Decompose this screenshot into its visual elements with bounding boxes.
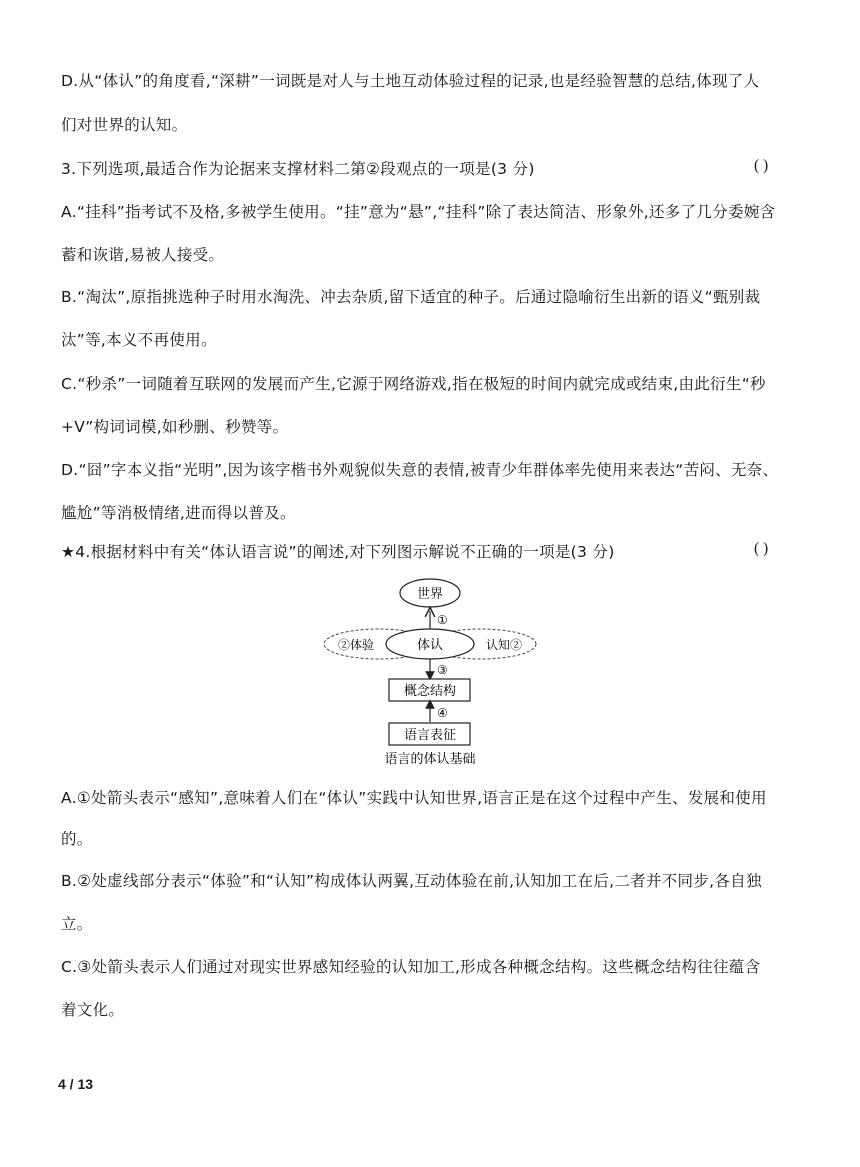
q3-option-b-line-1: B.“淘汰”,原指挑选种子时用水淘洗、冲去杂质,留下适宜的种子。后通过隐喻衍生出新的语义“甄别裁 bbox=[61, 288, 761, 306]
q3-option-d-line-2: 尴尬”等消极情绪,进而得以普及。 bbox=[61, 504, 296, 522]
q4-option-a-line-2: 的。 bbox=[61, 830, 93, 848]
embodiment-diagram bbox=[318, 572, 540, 772]
page-number: 4 / 13 bbox=[58, 1076, 94, 1092]
q4-option-c-line-2: 着文化。 bbox=[61, 1001, 125, 1019]
concept-label: 概念结构 bbox=[403, 684, 457, 699]
diagram-caption: 语言的体认基础 bbox=[384, 752, 476, 767]
q4-option-b-line-2: 立。 bbox=[61, 915, 93, 933]
q3-option-a-line-2: 蓄和诙谐,易被人接受。 bbox=[61, 246, 225, 264]
mark-1-label: ① bbox=[437, 613, 448, 627]
language-label: 语言表征 bbox=[403, 728, 457, 743]
q4-option-b-line-1: B.②处虚线部分表示“体验”和“认知”构成体认两翼,互动体验在前,认知加工在后,二者并不同步,各自独 bbox=[61, 872, 762, 890]
q3-option-a-line-1: A.“挂科”指考试不及格,多被学生使用。“挂”意为“悬”,“挂科”除了表达简洁、形象外,还多了几分委婉含 bbox=[61, 203, 776, 221]
q3-option-c-line-2: +V”构词词模,如秒删、秒赞等。 bbox=[61, 418, 289, 436]
q4-option-c-line-1: C.③处箭头表示人们通过对现实世界感知经验的认知加工,形成各种概念结构。这些概念结构往往蕴含 bbox=[61, 958, 761, 976]
answer-bracket-q4: ( ) bbox=[754, 540, 769, 557]
question-3-stem: 3.下列选项,最适合作为论据来支撑材料二第②段观点的一项是(3 分) bbox=[61, 160, 535, 178]
mark-3-label: ③ bbox=[437, 663, 448, 677]
world-label: 世界 bbox=[416, 587, 444, 602]
question-4-stem: ★4.根据材料中有关“体认语言说”的阐述,对下列图示解说不正确的一项是(3 分) bbox=[61, 543, 615, 561]
option-d-line-1: D.从“体认”的角度看,“深耕”一词既是对人与土地互动体验过程的记录,也是经验智慧的总结,体现了人 bbox=[61, 72, 760, 90]
answer-bracket-q3: ( ) bbox=[754, 157, 769, 174]
q3-option-b-line-2: 汰”等,本义不再使用。 bbox=[61, 331, 217, 349]
cognition-label: 认知② bbox=[485, 638, 523, 652]
q3-option-d-line-1: D.“囧”字本义指“光明”,因为该字楷书外观貌似失意的表情,被青少年群体率先使用来表达“苦闷、无奈、 bbox=[61, 461, 779, 479]
experience-label: ②体验 bbox=[337, 638, 375, 652]
q4-option-a-line-1: A.①处箭头表示“感知”,意味着人们在“体认”实践中认知世界,语言正是在这个过程中产生、发展和使用 bbox=[61, 789, 767, 807]
q3-option-c-line-1: C.“秒杀”一词随着互联网的发展而产生,它源于网络游戏,指在极短的时间内就完成或结束,由此衍生“秒 bbox=[61, 375, 766, 393]
mark-4-label: ④ bbox=[437, 706, 448, 720]
option-d-line-2: 们对世界的认知。 bbox=[61, 116, 188, 134]
embodiment-label: 体认 bbox=[416, 638, 444, 653]
